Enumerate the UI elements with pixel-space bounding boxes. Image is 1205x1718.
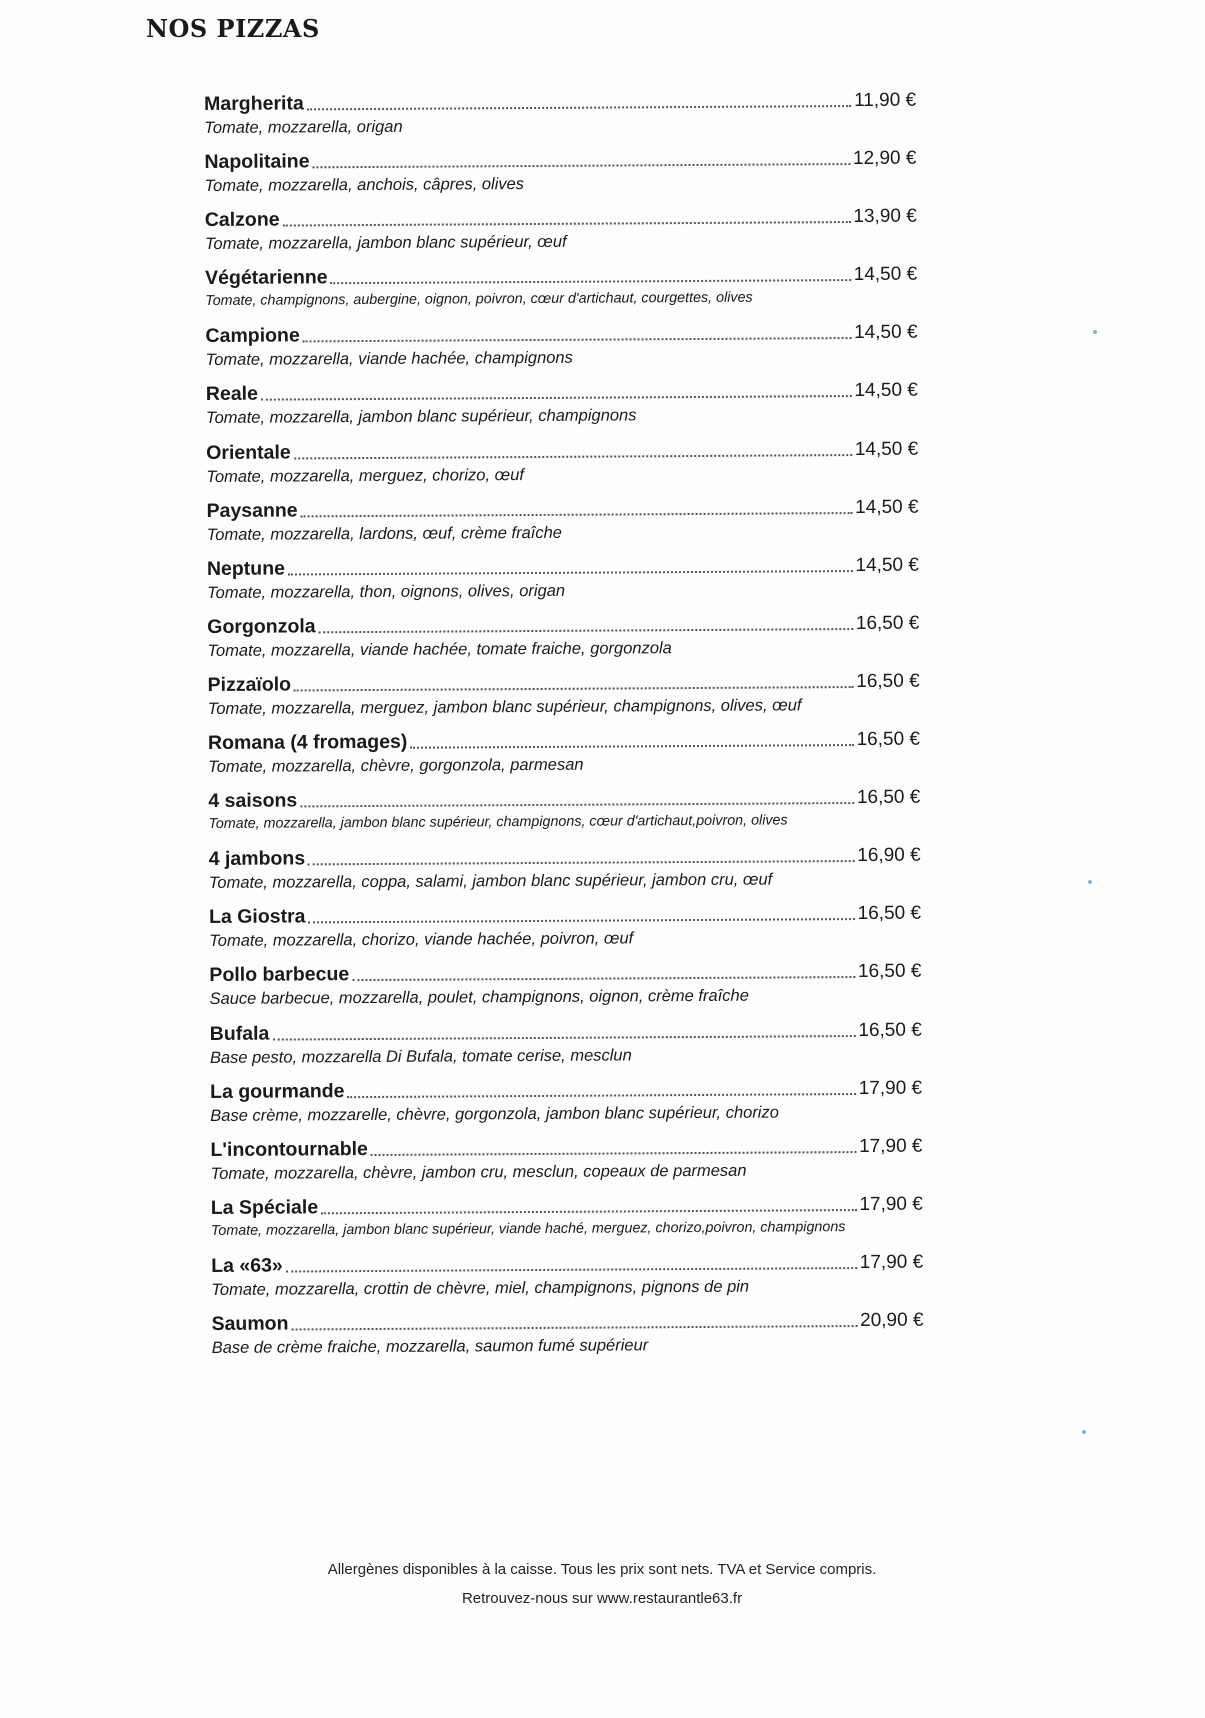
menu-item [209,958,921,1020]
dot-leader [272,1035,855,1041]
menu-item [207,551,919,613]
pizza-ingredients: Tomate, mozzarella, viande hachée, tomate fraiche, gorgonzola [207,638,672,660]
pizza-ingredients: Tomate, mozzarella, jambon blanc supérieur, champignons, cœur d'artichaut,poivron, olives [208,812,788,833]
pizza-price: 13,90 € [853,205,917,228]
pizza-ingredients: Sauce barbecue, mozzarella, poulet, champignons, oignon, crème fraîche [209,987,749,1009]
menu-item [209,900,921,962]
pizza-price: 14,50 € [854,380,918,402]
dot-leader [283,221,851,226]
pizza-ingredients: Tomate, mozzarella, chorizo, viande hachée, poivron, œuf [209,929,634,951]
dot-leader [288,570,853,575]
menu-item [206,435,918,497]
pizza-ingredients: Tomate, mozzarella, viande hachée, champignons [205,349,573,370]
dot-leader [294,686,853,691]
pizza-price: 14,50 € [855,496,919,518]
pizza-price: 16,50 € [856,728,921,751]
pizza-name: Romana (4 fromages) [207,730,408,755]
dot-leader [300,802,854,807]
pizza-price: 17,90 € [858,1077,923,1099]
pizza-menu-list [204,87,924,1369]
pizza-price: 17,90 € [859,1193,923,1215]
pizza-name: Margherita [204,92,304,115]
menu-item [207,609,919,671]
pizza-price: 16,50 € [856,786,921,809]
pizza-name: Reale [205,383,258,406]
dot-leader [410,744,853,749]
pizza-name: Végétarienne [205,266,328,290]
pizza-name: 4 jambons [208,847,306,871]
pizza-name: La gourmande [210,1079,345,1103]
menu-item [205,203,917,265]
pizza-name: Orientale [206,441,291,464]
pizza-name: Gorgonzola [207,615,316,638]
pizza-price: 16,50 € [855,612,920,634]
pizza-price: 16,50 € [857,961,922,983]
scan-speck [1082,1430,1086,1434]
pizza-price: 14,50 € [854,322,918,344]
pizza-ingredients: Tomate, champignons, aubergine, oignon, poivron, cœur d'artichaut, courgettes, olives [205,289,753,310]
menu-item [211,1249,923,1311]
pizza-price: 17,90 € [858,1135,923,1157]
menu-item [208,784,920,846]
pizza-price: 16,50 € [856,670,920,692]
dot-leader [307,105,851,110]
pizza-ingredients: Tomate, mozzarella, chèvre, gorgonzola, parmesan [208,755,584,777]
pizza-price: 20,90 € [860,1309,924,1331]
pizza-name: La Giostra [208,905,306,929]
pizza-ingredients: Tomate, mozzarella, thon, oignons, olives, origan [207,581,566,602]
pizza-price: 17,90 € [859,1251,924,1273]
pizza-name: L'incontournable [210,1137,368,1161]
menu-item [211,1190,923,1252]
pizza-ingredients: Base crème, mozzarelle, chèvre, gorgonzola, jambon blanc supérieur, chorizo [210,1103,779,1125]
dot-leader [371,1151,856,1156]
dot-leader [313,163,850,168]
pizza-ingredients: Tomate, mozzarella, jambon blanc supérieur, viande haché, merguez, chorizo,poivron, champignons [210,1218,846,1239]
dot-leader [321,1209,856,1214]
menu-item [206,493,918,555]
menu-item [204,145,916,207]
pizza-price: 14,50 € [854,438,919,460]
dot-leader [303,337,851,342]
menu-item [210,1016,922,1078]
pizza-name: Saumon [211,1312,289,1335]
pizza-price: 16,50 € [858,1019,922,1041]
pizza-ingredients: Tomate, mozzarella, merguez, chorizo, œuf [206,465,524,486]
dot-leader [291,1325,857,1330]
pizza-name: Bufala [209,1022,270,1045]
dot-leader [301,512,853,517]
pizza-price: 16,50 € [857,902,922,925]
pizza-ingredients: Tomate, mozzarella, coppa, salami, jambon blanc supérieur, jambon cru, œuf [208,870,773,893]
dot-leader [347,1093,855,1098]
dot-leader [331,279,851,284]
menu-item [209,842,921,904]
menu-item [208,668,920,730]
pizza-ingredients: Tomate, mozzarella, crottin de chèvre, miel, champignons, pignons de pin [211,1277,750,1299]
page-title: NOS PIZZAS [146,14,320,43]
menu-item [210,1132,922,1194]
pizza-ingredients: Base de crème fraiche, mozzarella, saumon fumé supérieur [211,1336,649,1357]
scan-speck [1093,330,1097,334]
pizza-name: Pollo barbecue [209,963,350,987]
footer-website-note: Retrouvez-nous sur www.restaurantle63.fr [461,1590,743,1607]
dot-leader [294,454,852,459]
pizza-ingredients: Tomate, mozzarella, jambon blanc supérieur, œuf [204,232,567,254]
pizza-price: 12,90 € [852,147,917,170]
dot-leader [352,976,855,981]
dot-leader [319,628,853,633]
pizza-name: Pizzaïolo [207,673,292,696]
menu-item [205,261,917,323]
dot-leader [309,918,855,923]
menu-item [206,377,918,439]
scan-speck [1088,880,1092,884]
pizza-name: Paysanne [206,499,298,522]
pizza-name: La Spéciale [210,1196,319,1219]
pizza-price: 16,90 € [857,844,921,867]
pizza-price: 11,90 € [854,89,917,112]
pizza-ingredients: Tomate, mozzarella, chèvre, jambon cru, mesclun, copeaux de parmesan [210,1161,747,1183]
pizza-name: La «63» [211,1254,283,1277]
pizza-ingredients: Tomate, mozzarella, anchois, câpres, olives [204,175,525,196]
pizza-name: 4 saisons [208,789,298,813]
menu-item [211,1307,923,1369]
dot-leader [286,1267,857,1272]
menu-item [205,319,917,381]
pizza-ingredients: Tomate, mozzarella, merguez, jambon blanc supérieur, champignons, olives, œuf [207,696,802,718]
pizza-ingredients: Tomate, mozzarella, lardons, œuf, crème fraîche [206,523,562,544]
pizza-name: Napolitaine [204,150,310,174]
menu-item [210,1074,922,1136]
footer-allergens-note: Allergènes disponibles à la caisse. Tous les prix sont nets. TVA et Service compris. [327,1561,877,1578]
menu-item [204,87,916,149]
pizza-ingredients: Base pesto, mozzarella Di Bufala, tomate cerise, mesclun [209,1045,632,1067]
dot-leader [308,860,854,865]
pizza-ingredients: Tomate, mozzarella, origan [204,117,403,137]
pizza-ingredients: Tomate, mozzarella, jambon blanc supérieur, champignons [205,406,637,428]
pizza-price: 14,50 € [855,554,919,576]
menu-item [208,726,920,788]
pizza-price: 14,50 € [853,263,918,286]
pizza-name: Campione [205,324,300,348]
dot-leader [261,396,852,402]
pizza-name: Calzone [204,208,280,232]
pizza-name: Neptune [206,557,285,580]
